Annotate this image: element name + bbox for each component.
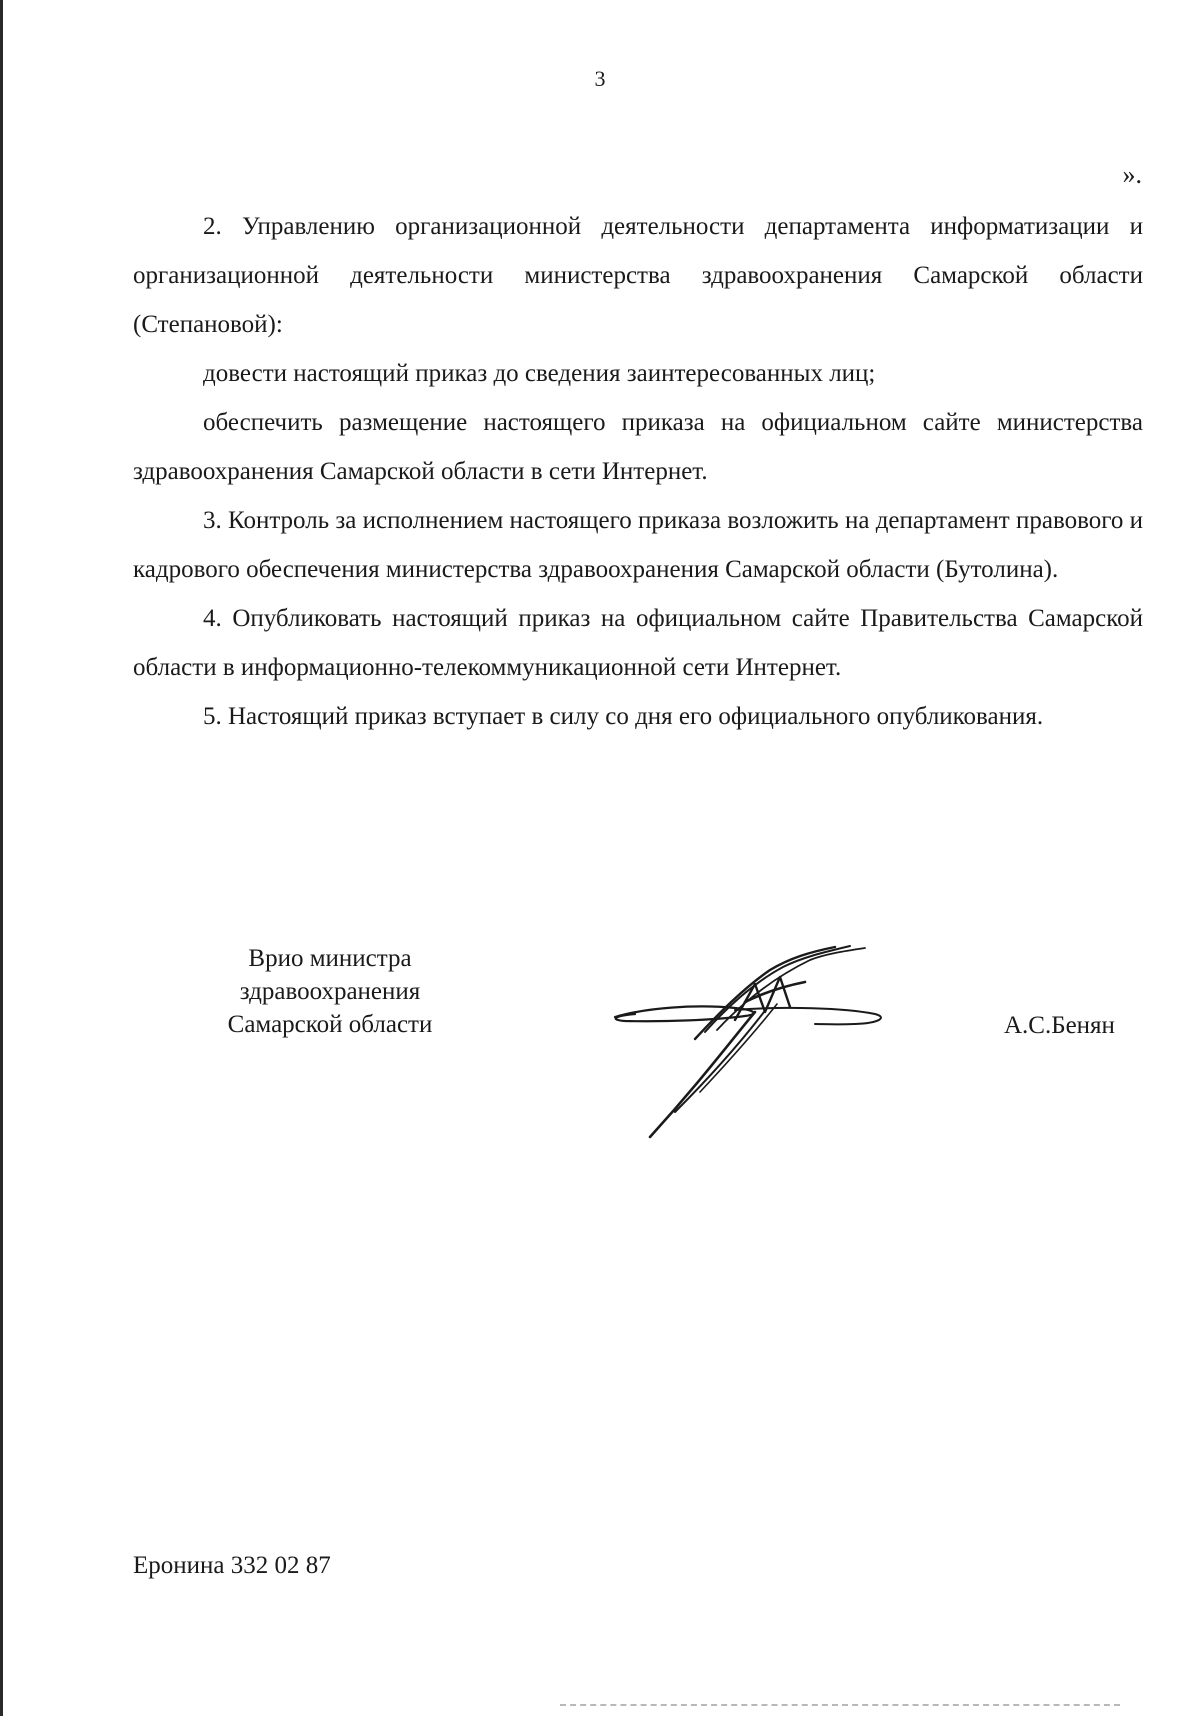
scan-edge-line	[0, 0, 3, 1716]
paragraph-item-3: 3. Контроль за исполнением настоящего приказа возложить на департамент правового и кадрового обеспечения министерства здравоохранения Самарской области (Бутолина).	[133, 507, 1143, 583]
signatory-position-line: Врио министра	[248, 945, 412, 972]
paragraph-item-4: 4. Опубликовать настоящий приказ на официальном сайте Правительства Самарской области в информационно-телекоммуникационной сети Интернет.	[133, 605, 1143, 681]
closing-quote-mark: ».	[1122, 160, 1142, 189]
signatory-position-line: Самарской области	[227, 1011, 433, 1038]
order-body	[133, 202, 1143, 741]
page-number: 3	[594, 66, 606, 91]
signer-name: А.С.Бенян	[1004, 1012, 1115, 1039]
scan-artifact-line	[560, 1704, 1120, 1709]
paragraph-subitem-inform: довести настоящий приказ до сведения заинтересованных лиц;	[203, 360, 876, 387]
executor-contact: Еронина 332 02 87	[133, 1552, 331, 1579]
handwritten-signature	[605, 942, 925, 1142]
paragraph-subitem-publish-site: обеспечить размещение настоящего приказа на официальном сайте министерства здравоохранения Самарской области в сети Интернет.	[133, 409, 1143, 485]
signatory-position	[200, 942, 460, 1041]
signatory-position-line: здравоохранения	[239, 978, 421, 1005]
paragraph-item-5: 5. Настоящий приказ вступает в силу со дня его официального опубликования.	[203, 703, 1044, 730]
paragraph-item-2: 2. Управлению организационной деятельности департамента информатизации и организационной деятельности министерства здравоохранения Самарской области (Степановой):	[133, 213, 1143, 338]
